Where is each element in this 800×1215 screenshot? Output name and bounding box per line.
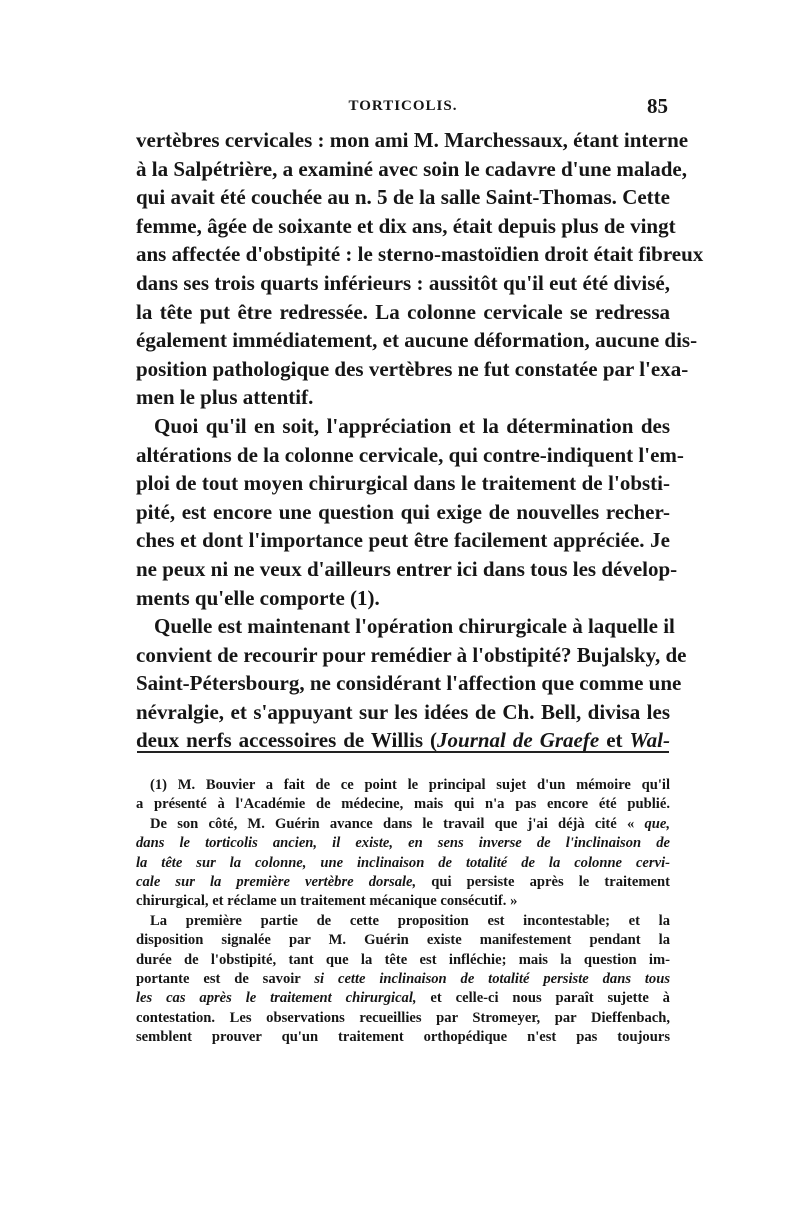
text-line: ans affectée d'obstipité : le sterno-mastoïdien droit était fibreux — [136, 242, 704, 267]
footnote-line — [136, 834, 670, 853]
text-line: position pathologique des vertèbres ne fut constatée par l'exa- — [136, 356, 689, 381]
quote-run: la tête sur la colonne, une inclinaison de totalité de la colonne cervi- — [136, 854, 670, 871]
footnote-line — [136, 970, 670, 989]
footnote-line: contestation. Les observations recueillies par Stromeyer, par Dieffenbach, — [136, 1009, 670, 1026]
text-line: ne peux ni ne veux d'ailleurs entrer ici dans tous les dévelop- — [136, 556, 678, 581]
running-title: TORTICOLIS. — [348, 98, 458, 114]
footnote-line: durée de l'obstipité, tant que la tête est infléchie; mais la question im- — [136, 951, 670, 968]
text-run: deux nerfs accessoires de Willis ( — [136, 728, 438, 753]
footnote-line — [136, 815, 670, 834]
text-line: qui avait été couchée au n. 5 de la salle Saint-Thomas. Cette — [136, 185, 670, 210]
paragraph-start-line: Quoi qu'il en soit, l'appréciation et la détermination des — [154, 413, 670, 438]
text-line: convient de recourir pour remédier à l'obstipité? Bujalsky, de — [136, 642, 687, 667]
text-line: la tête put être redressée. La colonne cervicale se redressa — [136, 299, 670, 324]
footnote-rule — [137, 751, 669, 753]
text-line: à la Salpétrière, a examiné avec soin le cadavre d'une malade, — [136, 156, 687, 181]
quote-run: dans le torticolis ancien, il existe, en sens inverse de l'inclinaison de — [136, 835, 670, 852]
emphasis-run: si cette inclinaison de totalité persiste dans tous — [314, 971, 671, 988]
text-line: altérations de la colonne cervicale, qui contre-indiquent l'em- — [136, 442, 684, 467]
text-line: pité, est encore une question qui exige de nouvelles recher- — [136, 499, 670, 524]
text-line: men le plus attentif. — [136, 385, 314, 410]
text-line: également immédiatement, et aucune déformation, aucune dis- — [136, 328, 698, 353]
footnote-line: chirurgical, et réclame un traitement mécanique consécutif. » — [136, 893, 518, 910]
text-line: vertèbres cervicales : mon ami M. Marchessaux, étant interne — [136, 128, 689, 152]
text-line: ches et dont l'importance peut être facilement appréciée. Je — [136, 528, 670, 553]
footnote-line: (1) M. Bouvier a fait de ce point le principal sujet d'un mémoire qu'il — [150, 777, 670, 793]
text-line: ploi de tout moyen chirurgical dans le traitement de l'obsti- — [136, 471, 670, 496]
text-line: femme, âgée de soixante et dix ans, était depuis plus de vingt — [136, 213, 676, 238]
footnote-line: disposition signalée par M. Guérin existe manifestement pendant la — [136, 932, 670, 949]
emphasis-run: les cas après le traitement chirurgical, — [136, 990, 417, 1007]
footnote-line — [136, 989, 670, 1008]
quote-run: que, — [644, 815, 670, 832]
footnotes — [136, 776, 670, 1048]
quote-run: cale sur la première vertèbre dorsale, — [136, 874, 417, 891]
text-line: Saint-Pétersbourg, ne considérant l'affection que comme une — [136, 671, 682, 696]
journal-title: Journal de Graefe — [437, 728, 600, 753]
text-run: portante est de savoir — [136, 971, 315, 988]
footnote-line: a présenté à l'Académie de médecine, mais qui n'a pas encore été publié. — [136, 796, 670, 813]
text-run: et celle-ci nous paraît sujette à — [416, 990, 670, 1007]
footnote-line: semblent prouver qu'un traitement orthopédique n'est pas toujours — [136, 1029, 670, 1046]
page-header — [136, 94, 670, 122]
text-run: De son côté, M. Guérin avance dans le travail que j'ai déjà cité « — [150, 815, 645, 832]
footnote-line: La première partie de cette proposition est incontestable; et la — [150, 912, 670, 929]
text-run: qui persiste après le traitement — [416, 874, 670, 891]
body-text — [136, 126, 704, 755]
text-line: ments qu'elle comporte (1). — [136, 585, 380, 610]
footnote-line — [136, 873, 670, 892]
text-run: et — [599, 728, 630, 753]
journal-title: Wal- — [629, 728, 670, 753]
page-number: 85 — [647, 94, 668, 118]
text-line: dans ses trois quarts inférieurs : aussitôt qu'il eut été divisé, — [136, 270, 670, 295]
paragraph-start-line: Quelle est maintenant l'opération chirurgicale à laquelle il — [154, 614, 675, 639]
text-line: névralgie, et s'appuyant sur les idées de Ch. Bell, divisa les — [136, 699, 670, 724]
footnote-line — [136, 854, 670, 873]
